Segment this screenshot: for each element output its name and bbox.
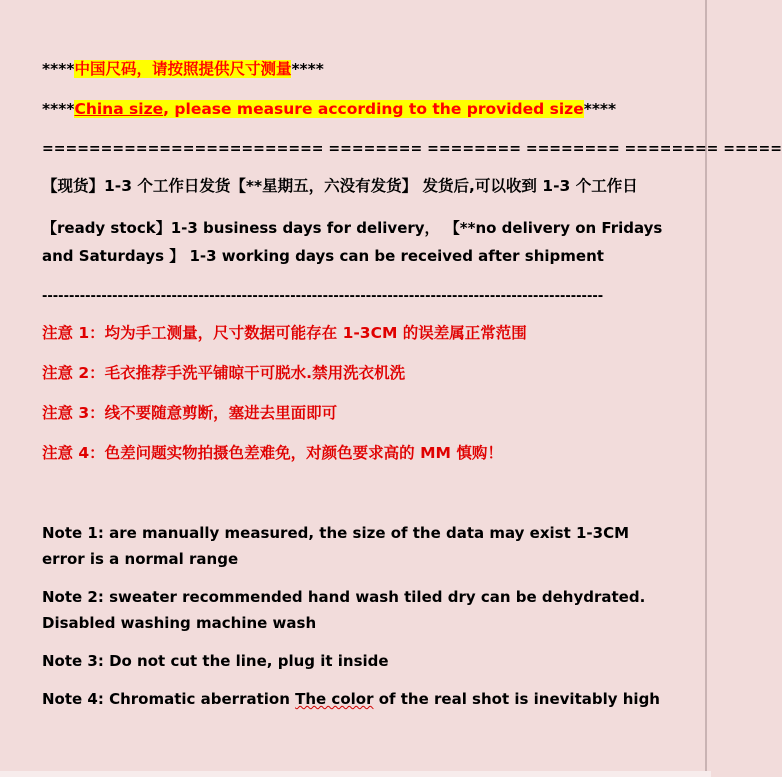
stock-chinese: 【现货】1-3 个工作日发货【**星期五，六没有发货】 发货后,可以收到 1-3 个工作日 xyxy=(42,177,638,195)
note-en-4-end: of the real shot is inevitably high xyxy=(373,690,660,708)
header-en-highlight-rest: , please measure according to the provided size xyxy=(163,100,584,118)
header-en-prefix: **** xyxy=(42,100,75,118)
divider-equals: ======================== ======== ======== ======== ======== ===== xyxy=(42,141,782,157)
divider-dashes: -------------------------------------------------------------------------------------------------------- xyxy=(42,289,604,304)
header-english xyxy=(42,96,670,122)
note-cn-1: 注意 1：均为手工测量，尺寸数据可能存在 1-3CM 的误差属正常范围 xyxy=(42,324,527,342)
header-cn-suffix: **** xyxy=(291,60,324,78)
header-en-suffix: **** xyxy=(583,100,617,118)
note-en-4-start: Note 4: Chromatic aberration xyxy=(42,690,296,708)
size-notice-document xyxy=(42,56,782,712)
header-en-underlined: China size xyxy=(74,100,164,118)
note-cn-3: 注意 3：线不要随意剪断，塞进去里面即可 xyxy=(42,404,338,422)
note-cn-2: 注意 2：毛衣推荐手洗平铺晾干可脱水.禁用洗衣机洗 xyxy=(42,364,406,382)
header-chinese xyxy=(42,56,670,82)
note-en-2: Note 2: sweater recommended hand wash tiled dry can be dehydrated. Disabled washing machine wash xyxy=(42,588,646,632)
note-en-1: Note 1: are manually measured, the size of the data may exist 1-3CM error is a normal range xyxy=(42,524,630,568)
note-en-4 xyxy=(42,686,670,712)
page-bottom-edge xyxy=(0,771,711,777)
note-cn-4: 注意 4：色差问题实物拍摄色差难免，对颜色要求高的 MM 慎购！ xyxy=(42,444,503,462)
note-en-4-spellcheck: The color xyxy=(295,690,374,708)
note-en-3: Note 3: Do not cut the line, plug it inside xyxy=(42,652,389,670)
header-cn-prefix: **** xyxy=(42,60,75,78)
stock-english: 【ready stock】1-3 business days for delivery， 【**no delivery on Fridays and Saturdays 】 1-3 working days can be received after shipment xyxy=(42,219,663,265)
header-cn-highlight: 中国尺码，请按照提供尺寸测量 xyxy=(74,60,292,78)
